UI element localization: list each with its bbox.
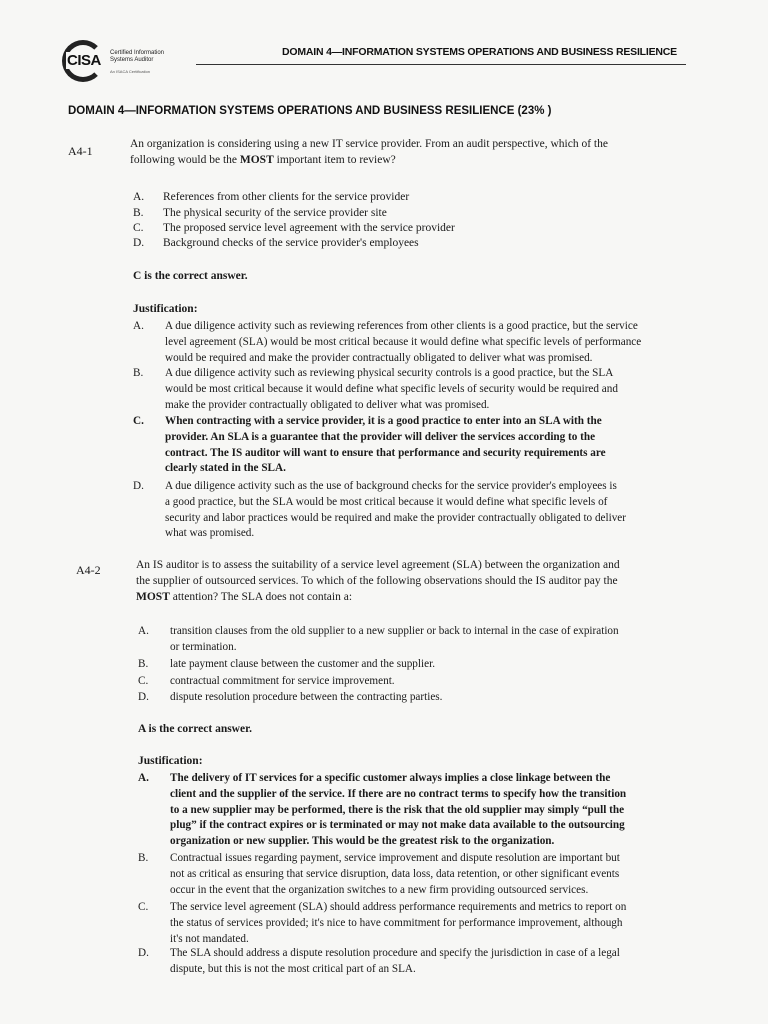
option-text: References from other clients for the service provider <box>163 191 410 203</box>
justification-letter: A. <box>133 320 144 332</box>
justification-line: Contractual issues regarding payment, service improvement and dispute resolution are important but <box>170 852 620 864</box>
option-line: transition clauses from the old supplier to a new supplier or back to internal in the case of expiration <box>170 625 619 637</box>
justification-line: organization or new supplier. This would be the greatest risk to the organization. <box>170 835 555 848</box>
option-letter: B. <box>138 658 149 670</box>
justification-line: client and the supplier of the service. If there are no contract terms to specify how the transition <box>170 787 627 800</box>
justification-line: would be required and make the provider contractually obligated to deliver what was promised. <box>165 351 593 364</box>
logo-wordmark: CISA <box>67 52 101 69</box>
chapter-title: DOMAIN 4—INFORMATION SYSTEMS OPERATIONS AND BUSINESS RESILIENCE (23% ) <box>68 105 552 117</box>
justification-line: a good practice, but the SLA would be most critical because it would define what specific levels of <box>165 495 608 508</box>
stem-line: following would be the MOST important item to review? <box>130 154 396 166</box>
justification-line: security and labor practices would be required and make the provider contractually obligated to deliver <box>165 511 626 524</box>
justification-text <box>165 479 626 542</box>
justification-letter: A. <box>138 772 149 784</box>
justification-letter: B. <box>133 367 144 379</box>
option-line: dispute resolution procedure between the contracting parties. <box>170 691 443 703</box>
correct-answer: C is the correct answer. <box>133 270 248 282</box>
justification-text <box>165 319 641 366</box>
option-text <box>170 690 442 706</box>
option-line: or termination. <box>170 640 237 653</box>
running-head: DOMAIN 4—INFORMATION SYSTEMS OPERATIONS AND BUSINESS RESILIENCE <box>282 46 677 58</box>
option-letter: C. <box>133 222 144 234</box>
justification-line: level agreement (SLA) would be most critical because it would define what specific levels of performance <box>165 335 642 348</box>
justification-line: to a new supplier may be performed, there is the risk that the old supplier may simply “pull the <box>170 803 625 816</box>
justification-text <box>170 851 620 898</box>
option-line: contractual commitment for service improvement. <box>170 675 395 687</box>
justification-line: A due diligence activity such as reviewing physical security controls is a good practice, but the SLA <box>165 367 614 379</box>
option-text <box>170 657 435 673</box>
question-stem <box>136 557 696 605</box>
logo-subtitle: Certified Information Systems Auditor <box>110 50 165 63</box>
cisa-logo <box>62 40 172 88</box>
question-id: A4-2 <box>76 563 101 577</box>
justification-text <box>165 414 606 477</box>
option-letter: A. <box>138 625 149 637</box>
justification-letter: D. <box>138 947 149 959</box>
justification-line: would be most critical because it would define what specific levels of security would be required and <box>165 382 618 395</box>
justification-line: occur in the event that the organization switches to a new firm providing outsourced services. <box>170 883 589 896</box>
justification-line: plug” if the contract expires or is terminated or may not make data available to the outsourcing <box>170 819 625 832</box>
stem-line: An IS auditor is to assess the suitability of a service level agreement (SLA) between the organization and <box>136 559 620 571</box>
justification-line: A due diligence activity such as reviewing references from other clients is a good practice, but the service <box>165 320 638 332</box>
option-letter: D. <box>138 691 149 703</box>
stem-line: the supplier of outsourced services. To which of the following observations should the IS auditor pay the <box>136 575 618 587</box>
justification-line: dispute, but this is not the most critical part of an SLA. <box>170 962 416 975</box>
justification-letter: B. <box>138 852 149 864</box>
justification-text <box>170 900 626 947</box>
emphasis-most: MOST <box>136 591 170 603</box>
header-rule <box>196 64 686 65</box>
question-stem <box>130 136 690 168</box>
justification-text <box>170 771 626 850</box>
justification-line: A due diligence activity such as the use of background checks for the service provider's employees is <box>165 480 617 492</box>
justification-text <box>165 366 618 413</box>
justification-line: provider. An SLA is a guarantee that the provider will deliver the services according to the <box>165 430 596 443</box>
justification-line: The delivery of IT services for a specific customer always implies a close linkage between the <box>170 772 611 784</box>
emphasis-most: MOST <box>239 154 274 166</box>
justification-letter: C. <box>138 901 149 913</box>
justification-line: When contracting with a service provider, it is a good practice to enter into an SLA with the <box>165 415 602 427</box>
justification-line: The SLA should address a dispute resolution procedure and specify the jurisdiction in case of a legal <box>170 947 620 959</box>
option-text: The proposed service level agreement with the service provider <box>163 222 455 234</box>
justification-line: the status of services provided; it's nice to have commitment for performance improvement, although <box>170 916 623 929</box>
stem-line: MOST attention? The SLA does not contain a: <box>136 591 353 603</box>
option-letter: D. <box>133 237 145 249</box>
justification-letter: D. <box>133 480 144 492</box>
justification-line: The service level agreement (SLA) should address performance requirements and metrics to report on <box>170 901 627 913</box>
option-letter: C. <box>138 675 149 687</box>
justification-line: not as critical as ensuring that service disruption, data loss, data retention, or other significant events <box>170 867 620 880</box>
option-letter: B. <box>133 207 144 219</box>
option-text: The physical security of the service provider site <box>163 207 387 219</box>
justification-line: it's not mandated. <box>170 932 249 945</box>
justification-line: make the provider contractually obligated to deliver what was promised. <box>165 398 490 411</box>
justification-line: contract. The IS auditor will want to ensure that performance and security requirements are <box>165 446 606 459</box>
justification-line: what was promised. <box>165 527 255 540</box>
question-id: A4-1 <box>68 144 93 158</box>
option-letter: A. <box>133 191 145 203</box>
option-text: Background checks of the service provider's employees <box>163 237 419 249</box>
option-text <box>170 674 395 690</box>
option-text <box>170 624 619 656</box>
justification-text <box>170 946 620 978</box>
justification-line: clearly stated in the SLA. <box>165 462 286 475</box>
logo-tagline: An ISACA Certification <box>110 69 151 74</box>
justification-heading: Justification: <box>133 303 198 315</box>
correct-answer: A is the correct answer. <box>138 723 253 735</box>
justification-letter: C. <box>133 415 144 427</box>
justification-heading: Justification: <box>138 755 203 767</box>
stem-line: An organization is considering using a new IT service provider. From an audit perspective, which of the <box>130 138 608 150</box>
option-line: late payment clause between the customer and the supplier. <box>170 658 435 670</box>
